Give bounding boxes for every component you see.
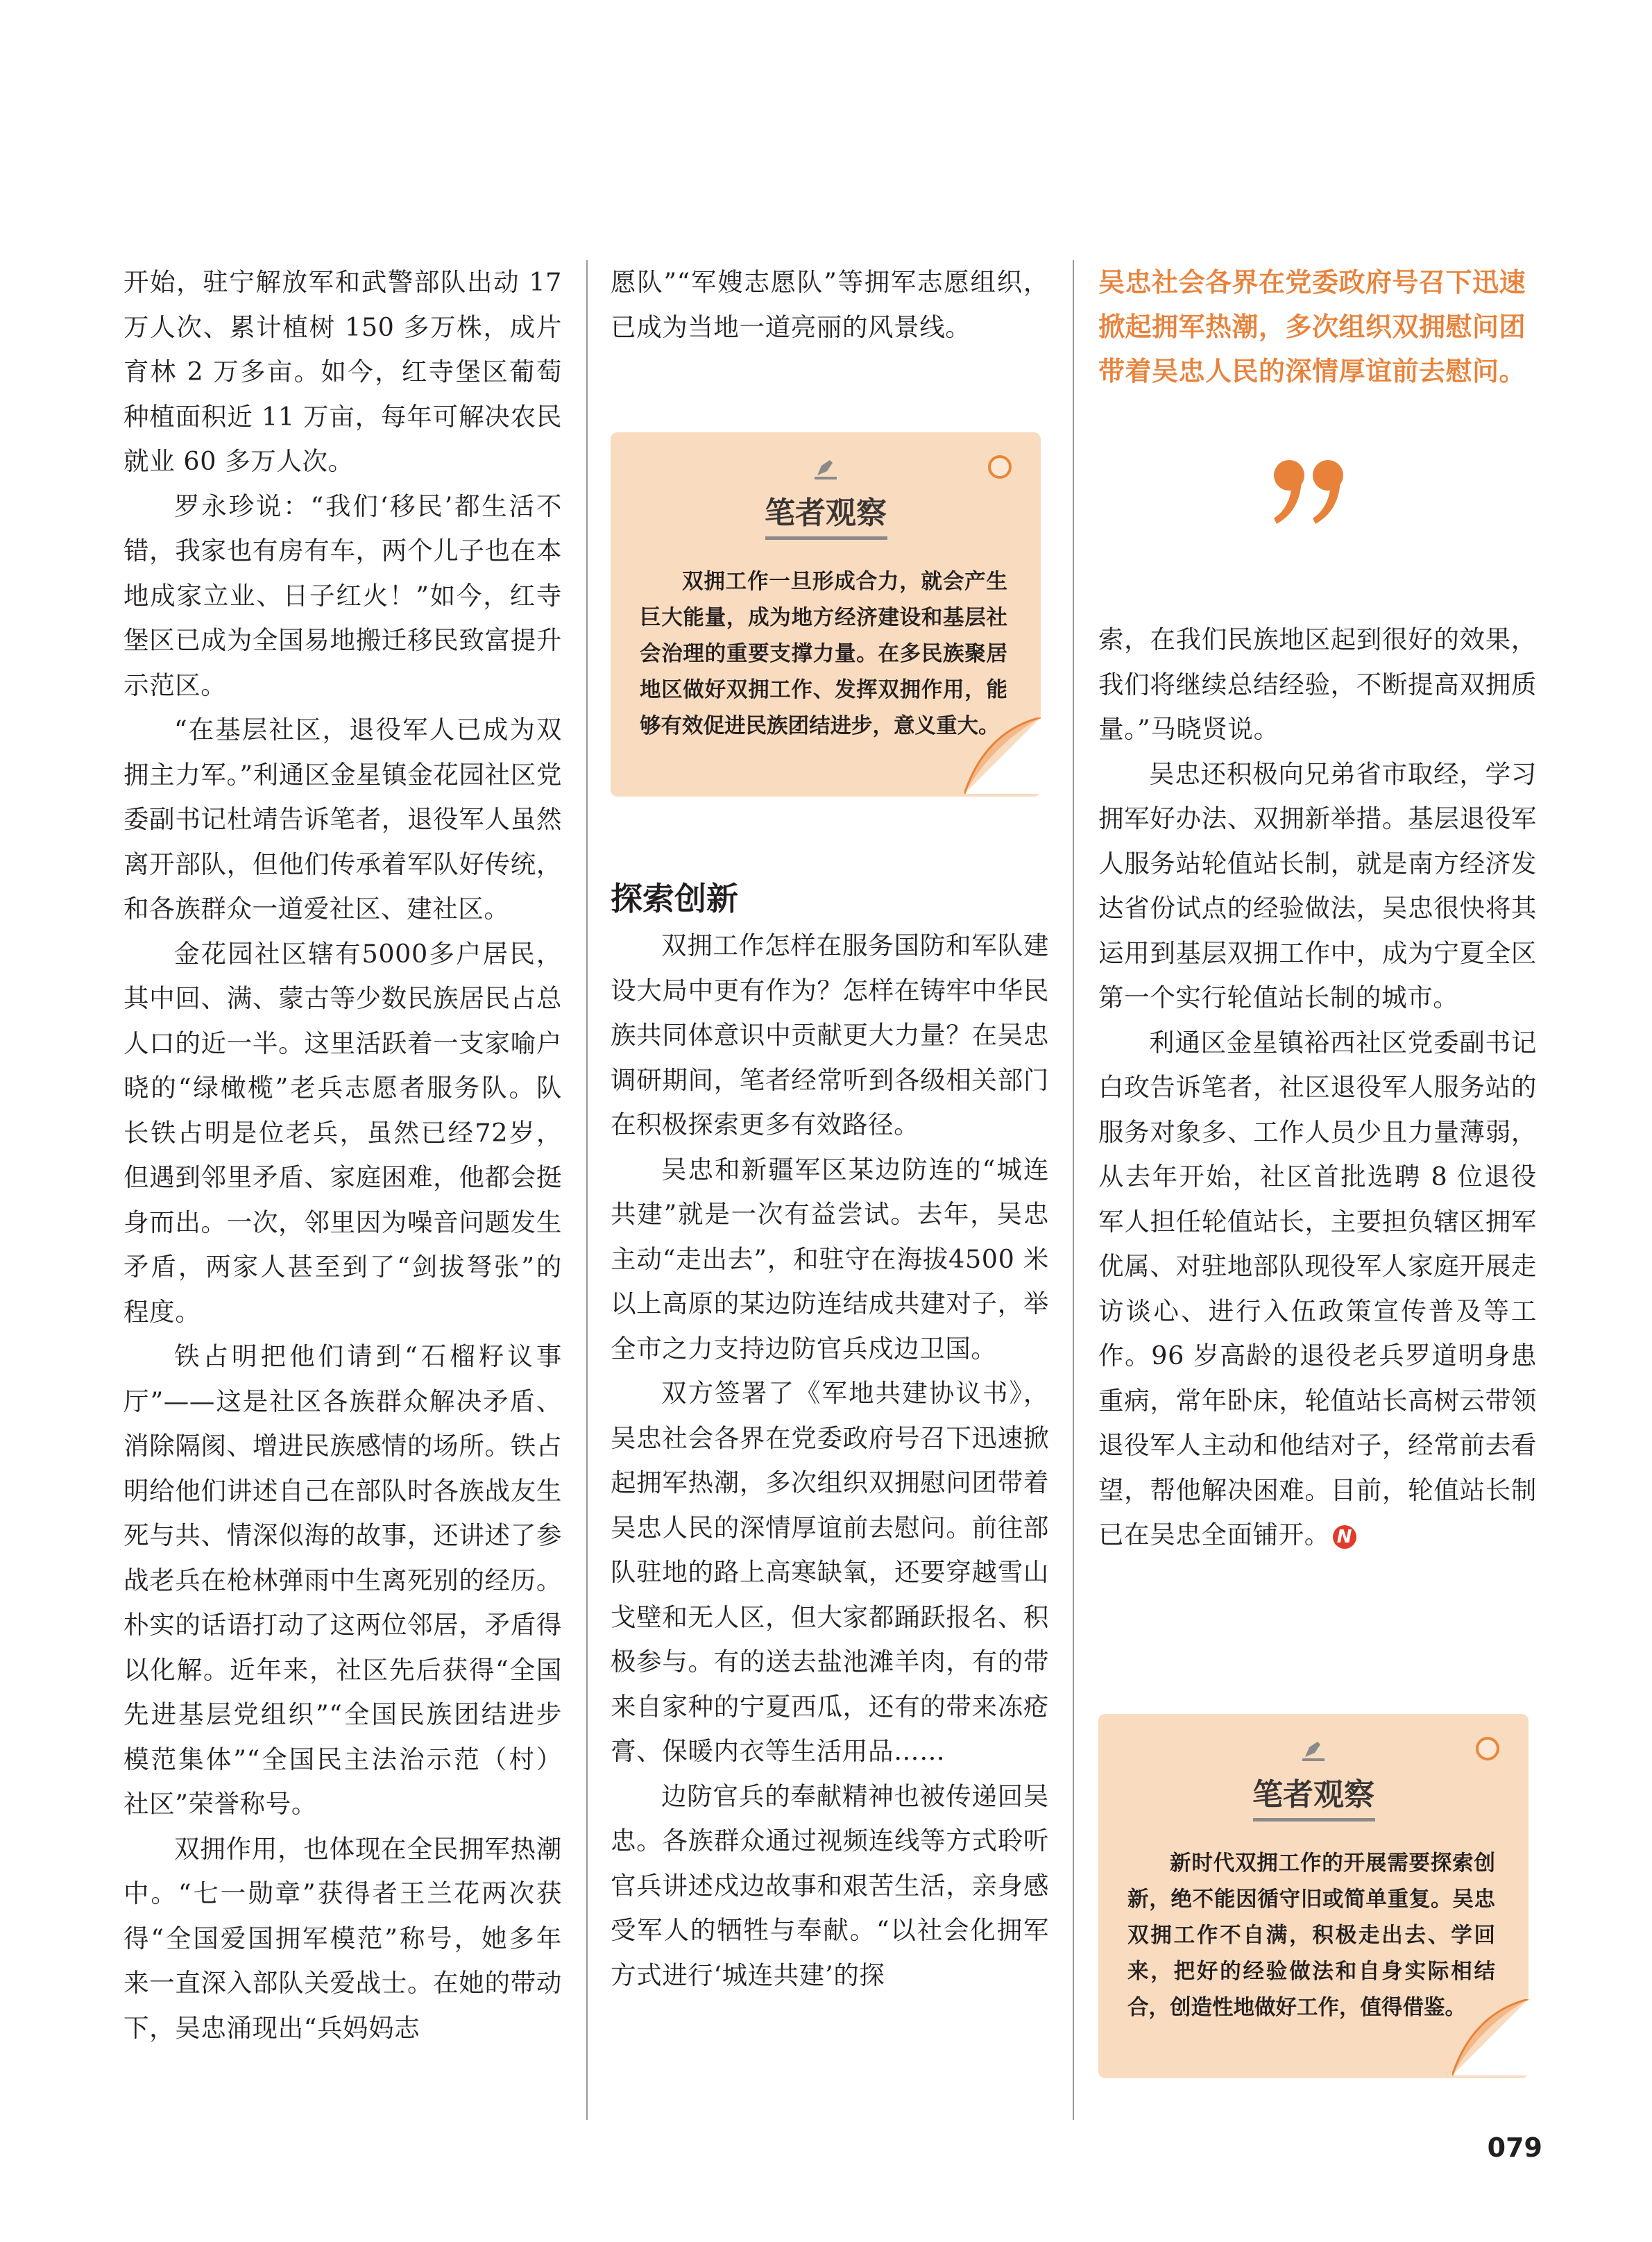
column-divider — [586, 260, 588, 2120]
page-curl-icon — [1452, 1999, 1528, 2078]
paragraph: 双方签署了《军地共建协议书》，吴忠社会各界在党委政府号召下迅速掀起拥军热潮，多次组织双拥慰问团带着吴忠人民的深情厚谊前去慰问。前往部队驻地的路上高寒缺氧，还要穿越雪山戈壁和无人区，但大家都踊跃报名、积极参与。有的送去盐池滩羊肉，有的带来自家种的宁夏西瓜，还有的带来冻疮膏、保暖内衣等生活用品…… — [611, 1378, 1049, 1766]
observer-note-box — [1098, 1714, 1528, 2078]
paragraph: 愿队”“军嫂志愿队”等拥军志愿组织，已成为当地一道亮丽的风景线。 — [611, 267, 1049, 342]
observer-note-box — [611, 432, 1041, 797]
paragraph: 开始，驻宁解放军和武警部队出动 17 万人次、累计植树 150 多万株，成片育林 2 万多亩。如今，红寺堡区葡萄种植面积近 11 万亩，每年可解决农民就业 60 多万人次。 — [124, 267, 562, 476]
section-heading: 探索创新 — [611, 880, 738, 917]
paragraph: 吴忠还积极向兄弟省市取经，学习拥军好办法、双拥新举措。基层退役军人服务站轮值站长制，就是南方经济发达省份试点的经验做法，吴忠很快将其运用到基层双拥工作中，成为宁夏全区第一个实行轮值站长制的城市。 — [1098, 758, 1537, 1012]
title-underline — [1253, 1818, 1375, 1821]
quote-mark-icon — [1270, 455, 1353, 534]
paragraph: “在基层社区，退役军人已成为双拥主力军。”利通区金星镇金花园社区党委副书记杜靖告诉笔者，退役军人虽然离开部队，但他们传承着军队好传统，和各族群众一道爱社区、建社区。 — [124, 715, 562, 924]
column-3-body — [1098, 618, 1537, 1558]
pull-quote: 吴忠社会各界在党委政府号召下迅速掀起拥军热潮，多次组织双拥慰问团带着吴忠人民的深情厚谊前去慰问。 — [1098, 267, 1526, 387]
column-3 — [1098, 260, 1537, 393]
end-mark: N — [1333, 1525, 1356, 1549]
note-body: 双拥工作一旦形成合力，就会产生巨大能量，成为地方经济建设和基层社会治理的重要支撑力量。在多民族聚居地区做好双拥工作、发挥双拥作用，能够有效促进民族团结进步，意义重大。 — [640, 570, 1007, 738]
page-curl-icon — [964, 717, 1041, 797]
pen-nib-icon — [812, 453, 840, 484]
paragraph — [1098, 1021, 1537, 1558]
paragraph: 索，在我们民族地区起到很好的效果，我们将继续总结经验，不断提高双拥质量。”马晓贤说。 — [1098, 625, 1537, 744]
title-underline — [765, 536, 887, 540]
ring-icon — [1476, 1737, 1499, 1760]
column-1 — [124, 260, 562, 2050]
paragraph: 边防官兵的奉献精神也被传递回吴忠。各族群众通过视频连线等方式聆听官兵讲述戍边故事和艰苦生活，亲身感受军人的牺牲与奉献。“以社会化拥军方式进行‘城连共建’的探 — [611, 1781, 1049, 1990]
pen-nib-icon — [1300, 1735, 1327, 1765]
page-number: 079 — [1487, 2132, 1542, 2163]
paragraph: 铁占明把他们请到“石榴籽议事厅”——这是社区各族群众解决矛盾、消除隔阂、增进民族感情的场所。铁占明给他们讲述自己在部队时各族战友生死与共、情深似海的故事，还讲述了参战老兵在枪林弹雨中生离死别的经历。朴实的话语打动了这两位邻居，矛盾得以化解。近年来，社区先后获得“全国先进基层党组织”“全国民族团结进步模范集体”“全国民主法治示范（村）社区”荣誉称号。 — [124, 1341, 562, 1819]
note-body: 新时代双拥工作的开展需要探索创新，绝不能因循守旧或简单重复。吴忠双拥工作不自满，积极走出去、学回来，把好的经验做法和自身实际相结合，创造性地做好工作，值得借鉴。 — [1127, 1851, 1495, 2020]
ring-icon — [988, 455, 1012, 479]
paragraph: 双拥作用，也体现在全民拥军热潮中。“七一勋章”获得者王兰花两次获得“全国爱国拥军模范”称号，她多年来一直深入部队关爱战士。在她的带动下，吴忠涌现出“兵妈妈志 — [124, 1833, 562, 2043]
note-title: 笔者观察 — [1252, 1777, 1374, 1812]
column-2-lower — [611, 871, 1049, 1998]
paragraph: 双拥工作怎样在服务国防和军队建设大局中更有作为？怎样在铸牢中华民族共同体意识中贡献更大力量？在吴忠调研期间，笔者经常听到各级相关部门在积极探索更多有效路径。 — [611, 931, 1049, 1139]
note-title: 笔者观察 — [765, 495, 887, 531]
column-divider — [1073, 260, 1074, 2120]
column-2 — [611, 260, 1049, 350]
paragraph-text: 利通区金星镇裕西社区党委副书记白玫告诉笔者，社区退役军人服务站的服务对象多、工作人员少且力量薄弱，从去年开始，社区首批选聘 8 位退役军人担任轮值站长，主要担负辖区拥军优属、对驻地部队现役军人家庭开展走访谈心、进行入伍政策宣传普及等工作。96 岁高龄的退役老兵罗道明身患重病，常年卧床，轮值站长高树云带领退役军人主动和他结对子，经常前去看望，帮他解决困难。目前，轮值站长制已在吴忠全面铺开。 — [1098, 1027, 1537, 1549]
paragraph: 吴忠和新疆军区某边防连的“城连共建”就是一次有益尝试。去年，吴忠主动“走出去”，和驻守在海拔4500 米以上高原的某边防连结成共建对子，举全市之力支持边防官兵戍边卫国。 — [611, 1154, 1049, 1364]
paragraph: 金花园社区辖有5000多户居民，其中回、满、蒙古等少数民族居民占总人口的近一半。这里活跃着一支家喻户晓的“绿橄榄”老兵志愿者服务队。队长铁占明是位老兵，虽然已经72岁，但遇到邻里矛盾、家庭困难，他都会挺身而出。一次，邻里因为噪音问题发生矛盾，两家人甚至到了“剑拔弩张”的程度。 — [124, 938, 562, 1327]
paragraph: 罗永珍说：“我们‘移民’都生活不错，我家也有房有车，两个儿子也在本地成家立业、日子红火！”如今，红寺堡区已成为全国易地搬迁移民致富提升示范区。 — [124, 491, 562, 700]
